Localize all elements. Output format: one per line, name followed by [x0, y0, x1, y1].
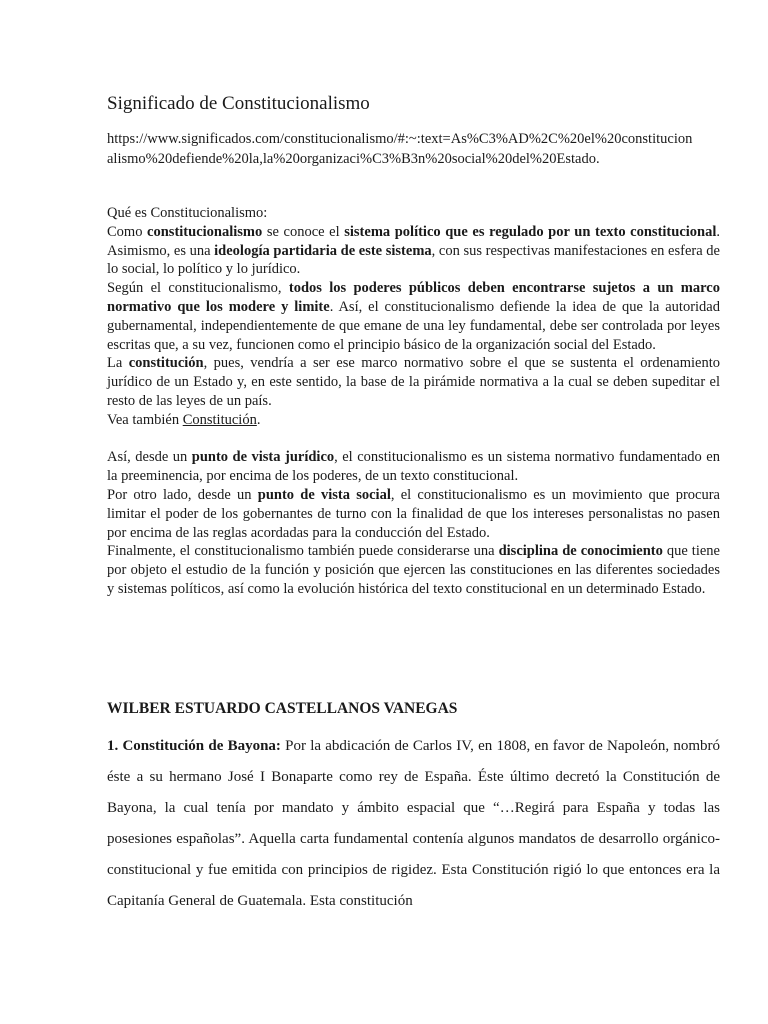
- bold-term: sistema político que es regulado por un texto constitucional: [344, 223, 717, 240]
- text-run: La: [107, 355, 129, 372]
- text-run: , el constitucionalismo es un movimiento que procura limitar el poder de los gobernantes de turno con la finalidad de que los intereses personalistas no pasen por encima de las reglas acordadas para la conducción del Estado.: [107, 486, 720, 541]
- text-run: Vea también: [107, 411, 183, 428]
- text-run: .: [256, 411, 261, 428]
- paragraph-bayona: [107, 731, 720, 917]
- author-name: WILBER ESTUARDO CASTELLANOS VANEGAS: [107, 700, 458, 717]
- text-run: . Así, el constitucionalismo defiende la idea de que la autoridad gubernamental, independientemente de que emane de una ley fundamental, debe ser controlada por leyes escritas que, a su vez, funcionen como el principio básico de la organización social del Estado.: [107, 298, 720, 353]
- text-run: Por la abdicación de Carlos IV, en 1808, en favor de Napoleón, nombró éste a su hermano José I Bonaparte como rey de España. Éste último decretó la Constitución de Bayona, la cual tenía por mandato y ámbito espacial que “…Regirá para España y todas las posesiones españolas”. Aquella carta fundamental contenía algunos mandatos de desarrollo orgánico-constitucional y fue emitida con principios de rigidez. Esta Constitución rigió lo que entonces era la Capitanía General de Guatemala. Esta constitución: [107, 738, 720, 909]
- bold-heading: 1. Constitución de Bayona:: [107, 738, 281, 754]
- paragraph-social: [107, 486, 720, 542]
- bold-term: constitucionalismo: [147, 223, 263, 240]
- paragraph-juridico: [107, 448, 720, 486]
- text-run: Por otro lado, desde un: [107, 486, 258, 503]
- text-run: , con sus respectivas manifestaciones en esfera de lo social, lo político y lo jurídico.: [107, 242, 720, 278]
- section-heading: Qué es Constitucionalismo:: [107, 205, 268, 221]
- bold-term: constitución: [128, 355, 204, 372]
- source-url: https://www.significados.com/constitucionalismo/#:~:text=As%C3%AD%2C%20el%20constitucionalismo%20defiende%20la,la%20organizaci%C3%B3n%20social%20del%20Estado.: [107, 131, 693, 167]
- text-run: Según el constitucionalismo,: [107, 280, 289, 297]
- text-run: que tiene por objeto el estudio de la función y posición que ejercen las constituciones en las diferentes sociedades y sistemas políticos, así como la evolución histórica del texto constitucional en un determinado Estado.: [107, 543, 720, 597]
- document-title: Significado de Constitucionalismo: [107, 93, 370, 114]
- constitucion-link[interactable]: Constitución: [182, 411, 257, 428]
- paragraph-vea-tambien: [107, 411, 720, 430]
- bold-term: punto de vista jurídico: [191, 449, 335, 466]
- bold-term: disciplina de conocimiento: [498, 543, 663, 560]
- text-run: Como: [107, 223, 148, 240]
- bold-term: punto de vista social: [257, 486, 391, 503]
- article-body: [107, 204, 720, 599]
- paragraph-spacer: [107, 430, 720, 449]
- paragraph-definition: [107, 223, 720, 279]
- text-run: , pues, vendría a ser ese marco normativo sobre el que se sustenta el ordenamiento jurídico de un Estado y, en este sentido, la base de la pirámide normativa a la cual se deben supeditar el resto de las leyes de un país.: [107, 355, 721, 409]
- text-run: . Asimismo, es una: [107, 223, 720, 259]
- bold-term: ideología partidaria de este sistema: [214, 242, 432, 259]
- text-run: Así, desde un: [107, 449, 192, 466]
- paragraph-disciplina: [107, 542, 720, 598]
- text-run: , el constitucionalismo es un sistema normativo fundamentado en la preeminencia, por encima de los poderes, de un texto constitucional.: [107, 449, 720, 485]
- text-run: Finalmente, el constitucionalismo también puede considerarse una: [107, 543, 499, 560]
- paragraph-poderes: [107, 279, 720, 354]
- text-run: se conoce el: [262, 223, 345, 240]
- bold-term: todos los poderes públicos deben encontrarse sujetos a un marco normativo que los modere y limite: [107, 280, 720, 315]
- paragraph-constitucion: [107, 354, 720, 410]
